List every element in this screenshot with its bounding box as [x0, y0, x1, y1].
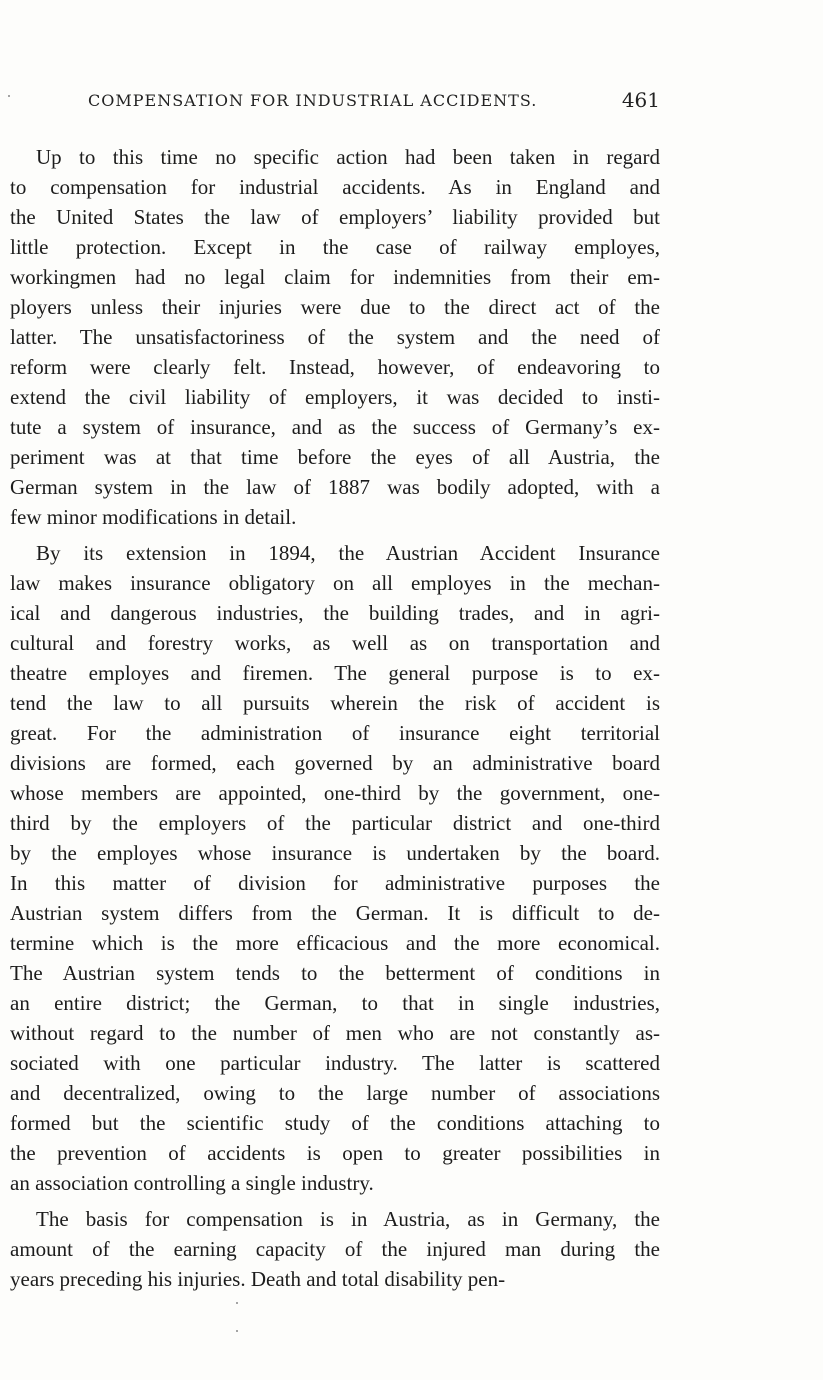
text-line: periment was at that time before the eyes of all Austria, the — [10, 445, 660, 469]
text-line: and decentralized, owing to the large number of associations — [10, 1081, 660, 1105]
text-line: law makes insurance obligatory on all employes in the mechan- — [10, 571, 660, 595]
running-head: COMPENSATION FOR INDUSTRIAL ACCIDENTS. — [88, 91, 538, 110]
text-line: workingmen had no legal claim for indemnities from their em- — [10, 265, 660, 289]
text-line: years preceding his injuries. Death and total disability pen- — [10, 1267, 506, 1291]
text-line: reform were clearly felt. Instead, however, of endeavoring to — [10, 355, 660, 379]
text-line: Austrian system differs from the German. It is difficult to de- — [10, 901, 660, 925]
text-line: by the employes whose insurance is undertaken by the board. — [10, 841, 660, 865]
text-line: great. For the administration of insurance eight territorial — [10, 721, 660, 745]
text-line: the prevention of accidents is open to greater possibilities in — [10, 1141, 660, 1165]
paragraph-3 — [10, 1204, 660, 1294]
text-line: amount of the earning capacity of the injured man during the — [10, 1237, 660, 1261]
text-line: sociated with one particular industry. The latter is scattered — [10, 1051, 660, 1075]
text-line: latter. The unsatisfactoriness of the system and the need of — [10, 325, 660, 349]
paragraph-2 — [10, 538, 660, 1198]
text-line: divisions are formed, each governed by an administrative board — [10, 751, 660, 775]
body-text — [10, 142, 660, 1300]
text-line: German system in the law of 1887 was bodily adopted, with a — [10, 475, 660, 499]
text-line: an entire district; the German, to that in single industries, — [10, 991, 660, 1015]
text-line: to compensation for industrial accidents. As in England and — [10, 175, 660, 199]
text-line: ployers unless their injuries were due to the direct act of the — [10, 295, 660, 319]
page-number: 461 — [621, 88, 660, 112]
scan-speck — [236, 1302, 238, 1304]
text-line: Up to this time no specific action had been taken in regard — [36, 145, 660, 169]
text-line: The Austrian system tends to the betterment of conditions in — [10, 961, 660, 985]
text-line: without regard to the number of men who are not constantly as- — [10, 1021, 660, 1045]
text-line: whose members are appointed, one-third by the government, one- — [10, 781, 660, 805]
paragraph-1 — [10, 142, 660, 532]
text-line: formed but the scientific study of the conditions attaching to — [10, 1111, 660, 1135]
text-line: By its extension in 1894, the Austrian Accident Insurance — [36, 541, 660, 565]
text-line: an association controlling a single industry. — [10, 1171, 374, 1195]
text-line: The basis for compensation is in Austria, as in Germany, the — [36, 1207, 660, 1231]
text-line: tute a system of insurance, and as the success of Germany’s ex- — [10, 415, 660, 439]
scan-speck — [236, 1330, 238, 1332]
text-line: cultural and forestry works, as well as on transportation and — [10, 631, 660, 655]
text-line: termine which is the more efficacious and the more economical. — [10, 931, 660, 955]
text-line: little protection. Except in the case of railway employes, — [10, 235, 660, 259]
text-line: extend the civil liability of employers, it was decided to insti- — [10, 385, 660, 409]
text-line: ical and dangerous industries, the building trades, and in agri- — [10, 601, 660, 625]
text-line: third by the employers of the particular district and one-third — [10, 811, 660, 835]
text-line: theatre employes and firemen. The general purpose is to ex- — [10, 661, 660, 685]
text-line: few minor modifications in detail. — [10, 505, 297, 529]
scan-speck — [8, 95, 10, 97]
page-header — [10, 88, 660, 118]
text-line: In this matter of division for administrative purposes the — [10, 871, 660, 895]
text-line: tend the law to all pursuits wherein the risk of accident is — [10, 691, 660, 715]
text-line: the United States the law of employers’ liability provided but — [10, 205, 660, 229]
